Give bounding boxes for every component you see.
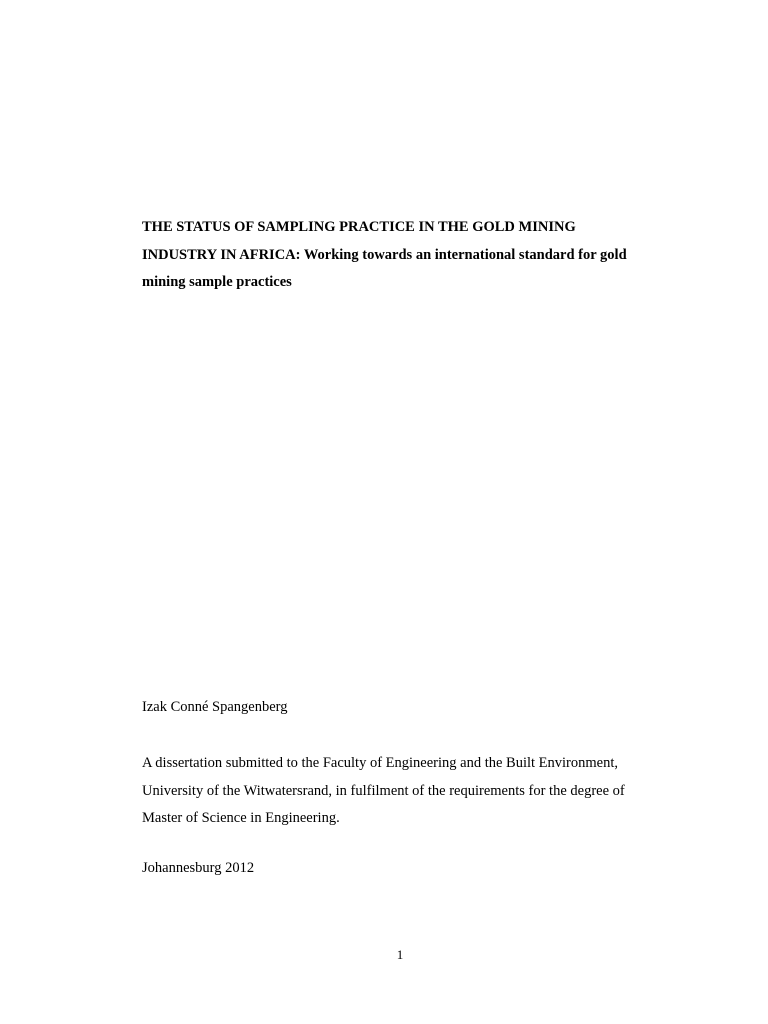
page-number: 1 bbox=[396, 947, 404, 962]
statement-line: University of the Witwatersrand, in fulfilment of the requirements for the degree of bbox=[142, 782, 625, 799]
title-line: THE STATUS OF SAMPLING PRACTICE IN THE GOLD MINING bbox=[142, 219, 576, 235]
dissertation-title bbox=[142, 214, 662, 297]
statement-line: Master of Science in Engineering. bbox=[142, 810, 340, 826]
title-line: mining sample practices bbox=[142, 274, 292, 290]
author-name: Izak Conné Spangenberg bbox=[142, 699, 288, 715]
title-line: INDUSTRY IN AFRICA: Working towards an international standard for gold bbox=[142, 246, 627, 263]
place-and-date: Johannesburg 2012 bbox=[142, 860, 255, 876]
submission-statement bbox=[142, 750, 682, 833]
statement-line: A dissertation submitted to the Faculty of Engineering and the Built Environment, bbox=[142, 755, 619, 771]
